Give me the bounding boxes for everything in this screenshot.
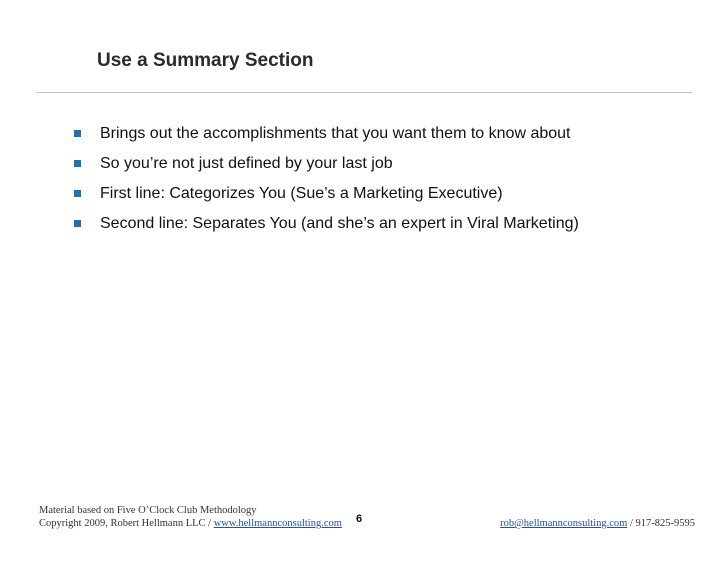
- footer-methodology-note: Material based on Five O’Clock Club Methodology: [39, 505, 257, 516]
- bullet-item: [72, 184, 632, 204]
- bullet-list: [72, 124, 632, 244]
- website-link[interactable]: www.hellmannconsulting.com: [213, 518, 342, 529]
- email-link[interactable]: rob@hellmannconsulting.com: [500, 518, 628, 529]
- bullet-text: First line: Categorizes You (Sue’s a Marketing Executive): [100, 185, 503, 202]
- bullet-item: [72, 214, 632, 234]
- square-bullet-icon: [74, 130, 81, 137]
- footer-row: [39, 513, 699, 531]
- square-bullet-icon: [74, 220, 81, 227]
- phone-number: / 917-825-9595: [627, 518, 695, 529]
- title-divider: [36, 92, 692, 93]
- bullet-text: So you’re not just defined by your last job: [100, 155, 393, 172]
- footer-copyright: Copyright 2009, Robert Hellmann LLC /: [39, 518, 214, 529]
- slide-footer: [39, 504, 699, 531]
- bullet-item: [72, 154, 632, 174]
- bullet-text: Second line: Separates You (and she’s an expert in Viral Marketing): [100, 215, 579, 232]
- footer-contact: [500, 517, 695, 530]
- bullet-item: [72, 124, 632, 144]
- square-bullet-icon: [74, 190, 81, 197]
- slide-title: Use a Summary Section: [97, 50, 314, 71]
- page-number: 6: [356, 513, 363, 525]
- bullet-text: Brings out the accomplishments that you want them to know about: [100, 125, 571, 142]
- square-bullet-icon: [74, 160, 81, 167]
